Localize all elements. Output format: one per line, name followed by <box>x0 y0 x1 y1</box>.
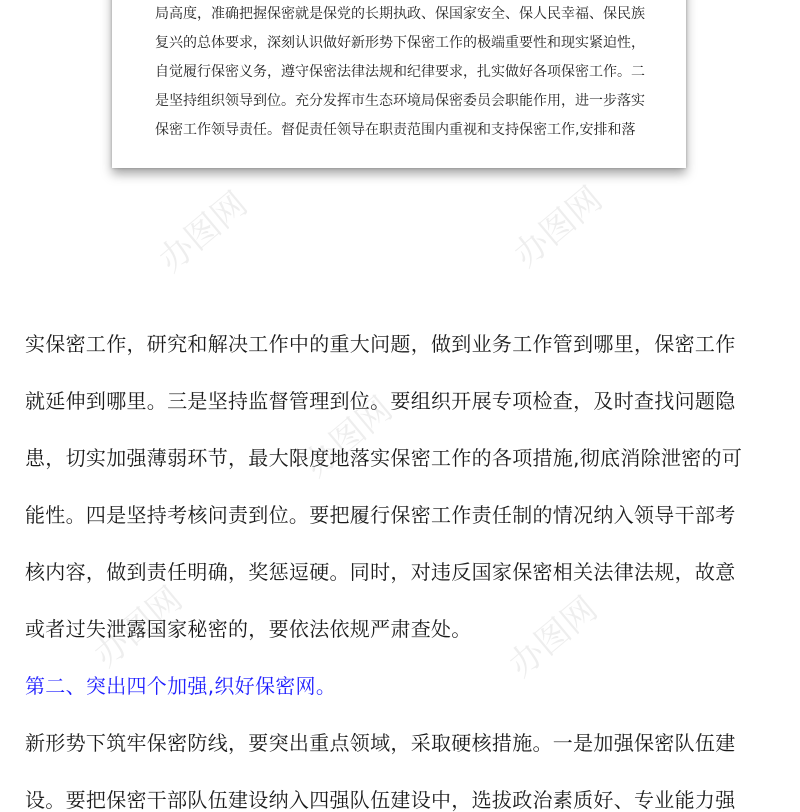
watermark: 办图网 <box>501 589 606 686</box>
body-text-line: 或者过失泄露国家秘密的，要依法依规严肃查处。 <box>25 617 472 641</box>
document-preview-card <box>112 0 686 168</box>
doc-line: 局高度，准确把握保密就是保党的长期执政、保国家安全、保人民幸福、保民族 <box>155 6 645 22</box>
doc-line: 是坚持组织领导到位。充分发挥市生态环境局保密委员会职能作用，进一步落实 <box>155 93 645 109</box>
watermark: 办图网 <box>151 184 256 281</box>
watermark: 办图网 <box>506 179 611 276</box>
body-text-line: 设。要把保密干部队伍建设纳入四强队伍建设中，选拔政治素质好、专业能力强 <box>25 788 736 812</box>
section-heading: 第二、突出四个加强,织好保密网。 <box>25 674 337 698</box>
body-text-line: 患，切实加强薄弱环节，最大限度地落实保密工作的各项措施,彻底消除泄密的可 <box>25 446 743 470</box>
body-text-line: 核内容，做到责任明确，奖惩逗硬。同时，对违反国家保密相关法律法规，故意 <box>25 560 736 584</box>
body-text-line: 能性。四是坚持考核问责到位。要把履行保密工作责任制的情况纳入领导干部考 <box>25 503 736 527</box>
doc-line: 自觉履行保密义务，遵守保密法律法规和纪律要求，扎实做好各项保密工作。二 <box>155 64 645 80</box>
body-text-line: 新形势下筑牢保密防线，要突出重点领域，采取硬核措施。一是加强保密队伍建 <box>25 731 736 755</box>
doc-line: 保密工作领导责任。督促责任领导在职责范围内重视和支持保密工作,安排和落 <box>155 122 636 138</box>
doc-line: 复兴的总体要求，深刻认识做好新形势下保密工作的极端重要性和现实紧迫性， <box>155 35 645 51</box>
watermark: 办图网 <box>296 389 401 486</box>
body-text-line: 就延伸到哪里。三是坚持监督管理到位。要组织开展专项检查，及时查找问题隐 <box>25 389 736 413</box>
body-text-line: 实保密工作，研究和解决工作中的重大问题，做到业务工作管到哪里，保密工作 <box>25 332 736 356</box>
watermark: 办图网 <box>86 579 191 676</box>
